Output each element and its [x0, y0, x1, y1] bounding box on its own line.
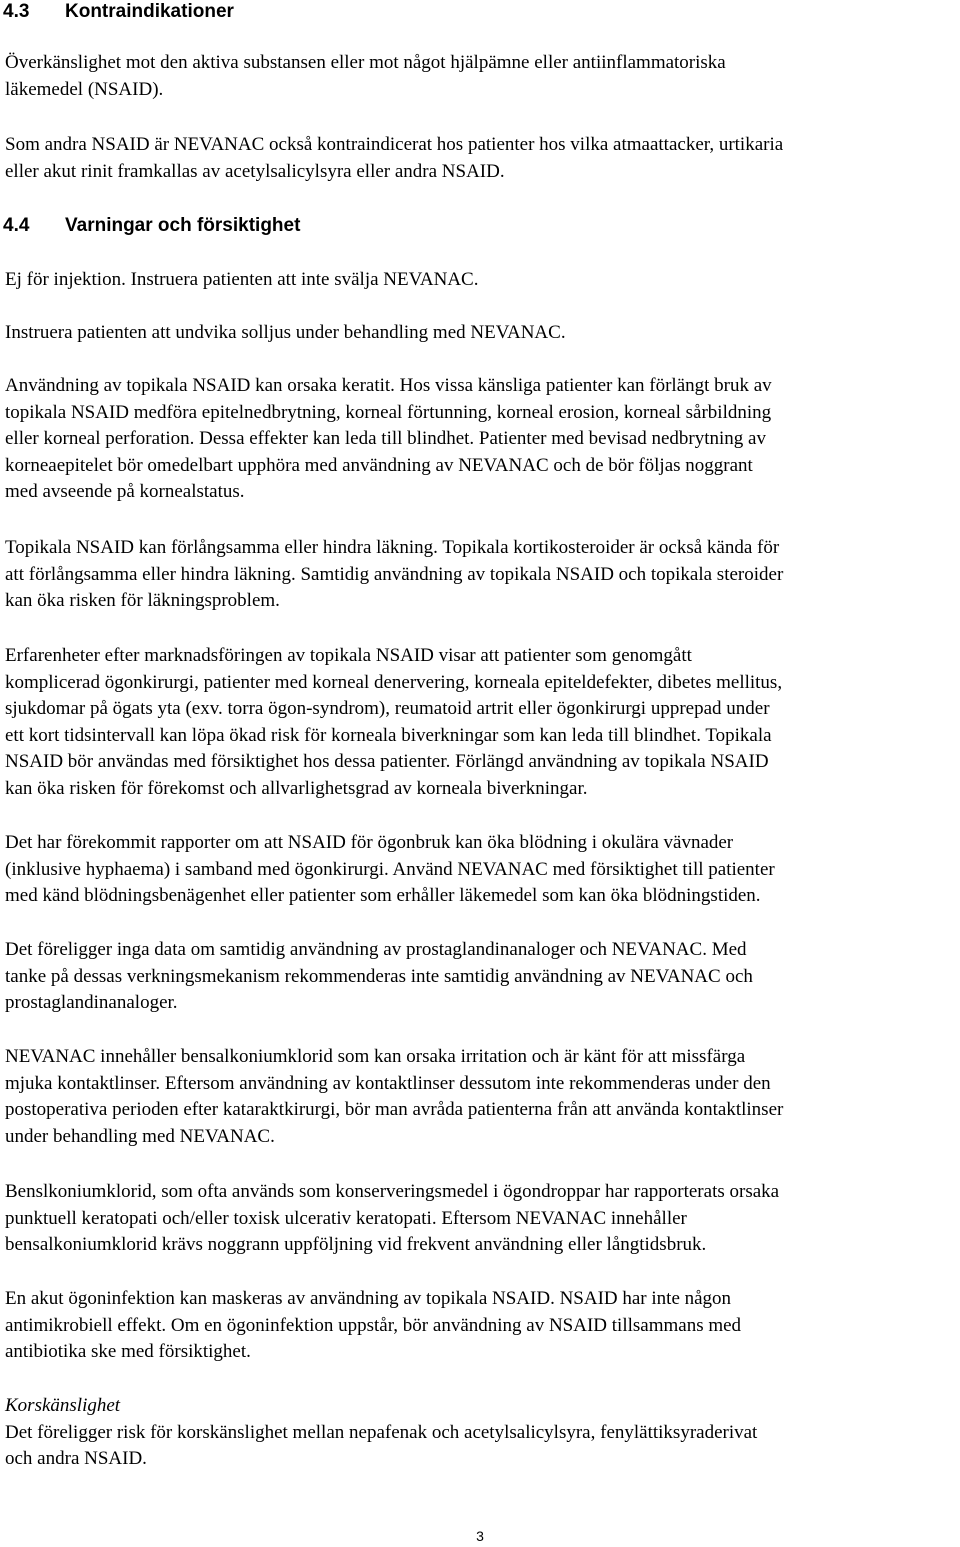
text-line: Erfarenheter efter marknadsföringen av topikala NSAID visar att patienter som genomgått — [5, 645, 692, 666]
paragraph-cross-sensitivity — [5, 1393, 957, 1473]
text-line: med avseende på kornealstatus. — [5, 481, 245, 503]
text-line: eller korneal perforation. Dessa effekter kan leda till blindhet. Patienter med bevisad nedbrytning av — [5, 428, 766, 450]
text-line: under behandling med NEVANAC. — [5, 1125, 275, 1147]
text-line: sjukdomar på ögats yta (exv. torra ögon-syndrom), reumatoid artrit eller ögonkirurgi upprepad under — [5, 698, 770, 720]
paragraph-prostaglandin — [5, 937, 957, 1017]
text-line: Topikala NSAID kan förlångsamma eller hindra läkning. Topikala kortikosteroider är också kända för — [5, 537, 780, 558]
paragraph-not-for-injection — [5, 267, 957, 294]
paragraph-avoid-sunlight — [5, 320, 957, 347]
text-line: NSAID bör användas med försiktighet hos dessa patienter. Förlängd användning av topikala NSAID — [5, 751, 769, 773]
section-title: Varningar och försiktighet — [65, 215, 301, 236]
section-heading-4-3 — [3, 0, 234, 24]
paragraph-nsaid-contraindication — [5, 132, 957, 185]
page-number: 3 — [476, 1528, 484, 1544]
section-number: 4.4 — [3, 215, 30, 236]
paragraph-eye-infection — [5, 1286, 957, 1366]
text-line: Överkänslighet mot den aktiva substansen eller mot något hjälpämne eller antiinflammatoriska — [5, 52, 726, 73]
text-line: Det föreligger inga data om samtidig användning av prostaglandinanaloger och NEVANAC. Med — [5, 939, 747, 960]
text-line: topikala NSAID medföra epitelnedbrytning, korneal förtunning, korneal erosion, korneal sårbildning — [5, 401, 772, 423]
text-line: En akut ögoninfektion kan maskeras av användning av topikala NSAID. NSAID har inte någon — [5, 1288, 732, 1309]
text-line: eller akut rinit framkallas av acetylsalicylsyra eller andra NSAID. — [5, 160, 505, 182]
paragraph-hypersensitivity — [5, 50, 957, 103]
text-line: korneaepitelet bör omedelbart upphöra med användning av NEVANAC och de bör följas noggrant — [5, 454, 753, 476]
text-line: bensalkoniumklorid krävs noggrann uppföljning vid frekvent användning eller långtidsbruk. — [5, 1234, 707, 1256]
text-line: Det har förekommit rapporter om att NSAID för ögonbruk kan öka blödning i okulära vävnader — [5, 832, 734, 853]
text-line: antibiotika ske med försiktighet. — [5, 1341, 251, 1363]
text-line: Instruera patienten att undvika solljus under behandling med NEVANAC. — [5, 322, 566, 343]
text-line: tanke på dessas verkningsmekanism rekommenderas inte samtidig användning av NEVANAC och — [5, 965, 753, 987]
text-line: Benslkoniumklorid, som ofta används som konserveringsmedel i ögondroppar har rapporterats orsaka — [5, 1181, 780, 1202]
paragraph-bleeding — [5, 830, 957, 910]
text-line: NEVANAC innehåller bensalkoniumklorid som kan orsaka irritation och är känt för att missfärga — [5, 1046, 746, 1067]
text-line: ett kort tidsintervall kan löpa ökad risk för korneala biverkningar som kan leda till blindhet. Topikala — [5, 724, 772, 746]
paragraph-keratitis — [5, 373, 957, 506]
text-line: läkemedel (NSAID). — [5, 78, 164, 100]
text-line: prostaglandinanaloger. — [5, 992, 178, 1014]
text-line: Ej för injektion. Instruera patienten att inte svälja NEVANAC. — [5, 269, 479, 290]
text-line: Det föreligger risk för korskänslighet mellan nepafenak och acetylsalicylsyra, fenylättiksyraderivat — [5, 1421, 758, 1443]
paragraph-contact-lenses — [5, 1044, 957, 1150]
paragraph-preservative — [5, 1179, 957, 1259]
text-line: punktuell keratopati och/eller toxisk ulcerativ keratopati. Eftersom NEVANAC innehåller — [5, 1207, 687, 1229]
text-line: med känd blödningsbenägenhet eller patienter som erhåller läkemedel som kan öka blödningstiden. — [5, 885, 761, 907]
text-line: mjuka kontaktlinser. Eftersom användning av kontaktlinser dessutom inte rekommenderas under den — [5, 1072, 771, 1094]
text-line: komplicerad ögonkirurgi, patienter med korneal denervering, korneala epiteldefekter, dibetes mellitus, — [5, 671, 783, 693]
text-line: Som andra NSAID är NEVANAC också kontraindicerat hos patienter hos vilka atmaattacker, urtikaria — [5, 134, 784, 155]
text-line: kan öka risken för läkningsproblem. — [5, 590, 280, 612]
paragraph-post-marketing — [5, 643, 957, 803]
section-title: Kontraindikationer — [65, 1, 234, 22]
section-number: 4.3 — [3, 1, 30, 22]
text-line: postoperativa perioden efter kataraktkirurgi, bör man avråda patienterna från att använda kontaktlinser — [5, 1099, 784, 1121]
text-line: kan öka risken för förekomst och allvarlighetsgrad av korneala biverkningar. — [5, 777, 588, 799]
text-line: antimikrobiell effekt. Om en ögoninfektion uppstår, bör användning av NSAID tillsammans med — [5, 1314, 742, 1336]
section-heading-4-4 — [3, 214, 300, 238]
paragraph-healing — [5, 535, 957, 615]
subheading-cross-sensitivity: Korskänslighet — [5, 1395, 121, 1416]
text-line: att förlångsamma eller hindra läkning. Samtidig användning av topikala NSAID och topikala steroider — [5, 563, 784, 585]
text-line: och andra NSAID. — [5, 1448, 147, 1470]
text-line: Användning av topikala NSAID kan orsaka keratit. Hos vissa känsliga patienter kan förlängt bruk av — [5, 375, 772, 396]
text-line: (inklusive hyphaema) i samband med ögonkirurgi. Använd NEVANAC med försiktighet till patienter — [5, 858, 775, 880]
